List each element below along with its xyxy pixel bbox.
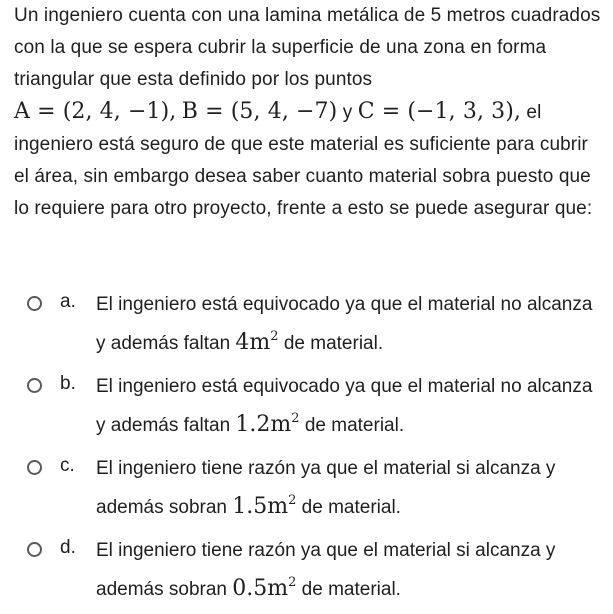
point-a: A = (2, 4, −1), <box>14 99 177 124</box>
amount-exponent: 2 <box>270 329 279 344</box>
amount-value: 0.5m <box>232 576 289 601</box>
radio-b[interactable] <box>27 378 42 393</box>
question-text <box>14 0 606 225</box>
option-b[interactable] <box>0 368 613 450</box>
option-text <box>96 532 606 609</box>
answer-options <box>0 286 613 614</box>
option-text <box>96 450 606 527</box>
amount-exponent: 2 <box>291 411 300 426</box>
option-letter: d. <box>60 537 76 558</box>
option-text-after: de material. <box>301 579 401 600</box>
point-b: B = (5, 4, −7) <box>181 99 338 124</box>
option-letter: a. <box>60 291 76 312</box>
amount-exponent: 2 <box>288 493 297 508</box>
option-text-after: de material. <box>283 333 384 354</box>
option-amount <box>232 576 296 601</box>
radio-c[interactable] <box>27 460 42 475</box>
option-text <box>96 368 606 445</box>
amount-exponent: 2 <box>288 575 297 590</box>
option-letter: c. <box>60 455 75 476</box>
option-letter: b. <box>60 373 76 394</box>
radio-a[interactable] <box>27 296 42 311</box>
option-a[interactable] <box>0 286 613 368</box>
option-amount <box>235 330 278 355</box>
question-outro: el ingeniero está seguro de que este material es suficiente para cubrir el área, sin embargo desea saber cuanto material sobra puesto que lo requiere para otro proyecto, frente a esto se puede asegurar que: <box>14 102 593 219</box>
option-text-after: de material. <box>304 415 405 436</box>
option-text-after: de material. <box>301 497 401 518</box>
connector-text: y <box>342 102 353 123</box>
point-c: C = (−1, 3, 3), <box>357 99 522 124</box>
option-c[interactable] <box>0 450 613 532</box>
option-text-before: El ingeniero tiene razón ya que el material si alcanza y además sobran <box>96 458 556 518</box>
amount-value: 1.2m <box>235 412 292 437</box>
option-amount <box>235 412 299 437</box>
option-text <box>96 286 606 363</box>
option-text-before: El ingeniero tiene razón ya que el material si alcanza y además sobran <box>96 540 556 600</box>
amount-value: 4m <box>235 330 271 355</box>
amount-value: 1.5m <box>232 494 289 519</box>
option-amount <box>232 494 296 519</box>
option-text-before: El ingeniero está equivocado ya que el material no alcanza y además faltan <box>96 294 593 354</box>
radio-d[interactable] <box>27 542 42 557</box>
question-intro: Un ingeniero cuenta con una lamina metálica de 5 metros cuadrados con la que se espera cubrir la superficie de una zona en forma triangular que esta definido por los puntos <box>14 5 601 90</box>
option-text-before: El ingeniero está equivocado ya que el material no alcanza y además faltan <box>96 376 593 436</box>
